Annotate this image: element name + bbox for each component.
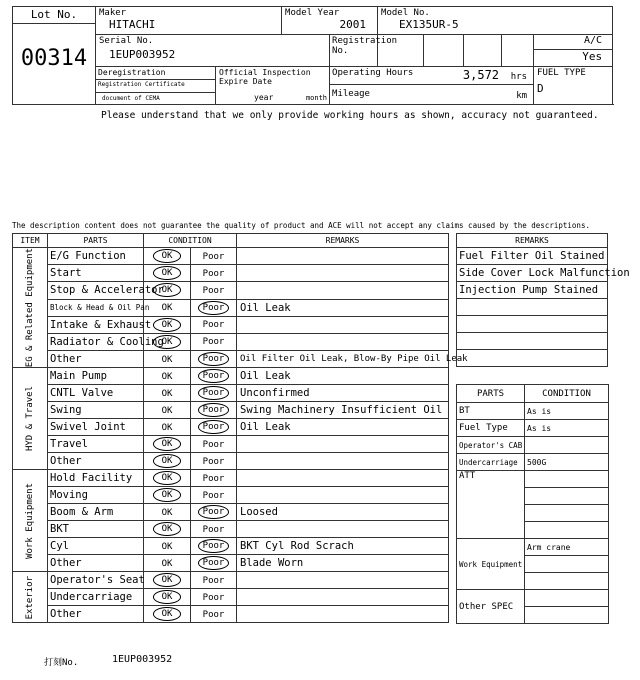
remark-text: [237, 470, 449, 487]
ok-mark-circled: OK: [153, 522, 182, 536]
reg-box-4: [502, 35, 534, 67]
group-label: [13, 368, 48, 470]
ok-cell: [144, 419, 191, 436]
att-value-1: [525, 471, 609, 488]
remark-text: Unconfirmed: [237, 385, 449, 402]
group-label: [13, 572, 48, 623]
part-name: Stop & Accelerator: [48, 282, 144, 299]
parts-header: PARTS: [48, 234, 144, 248]
work-value-2: [525, 556, 609, 573]
right-remark-text: Fuel Filter Oil Stained: [457, 248, 608, 265]
ok-mark: OK: [161, 422, 173, 433]
remark-text: [237, 282, 449, 299]
part-name: Main Pump: [48, 368, 144, 385]
model-year-label: Model Year: [285, 8, 340, 18]
ac-cell: [534, 35, 613, 67]
undercarriage-value: 500G: [525, 454, 609, 471]
ok-mark-circled: OK: [153, 573, 182, 587]
poor-mark: Poor: [202, 285, 225, 296]
stamp-label: 打刻No.: [44, 658, 79, 668]
lot-label: Lot No.: [13, 7, 95, 24]
table-row: [13, 572, 449, 589]
poor-mark-circled: Poor: [198, 301, 230, 315]
remark-text: [237, 521, 449, 538]
remark-text: Loosed: [237, 504, 449, 521]
spec-value-2: [525, 607, 609, 624]
table-row: [13, 265, 449, 282]
right-remark-row: [457, 333, 608, 350]
table-row: [13, 248, 449, 265]
model-year-value: 2001: [339, 18, 367, 31]
ok-mark: OK: [161, 303, 173, 314]
maker-label: Maker: [99, 8, 127, 18]
poor-mark-circled: Poor: [198, 420, 230, 434]
ok-mark: OK: [161, 405, 173, 416]
right-parts-table: [456, 384, 609, 624]
poor-cell: [191, 521, 237, 538]
right-remark-row: [457, 350, 608, 367]
inspection-cell: [216, 67, 330, 105]
remark-text: [237, 265, 449, 282]
dereg-cell: [96, 67, 216, 105]
ok-mark-circled: OK: [153, 249, 182, 263]
ok-cell: [144, 453, 191, 470]
remark-text: Swing Machinery Insufficient Oil: [237, 402, 449, 419]
part-name: Start: [48, 265, 144, 282]
poor-mark: Poor: [202, 473, 225, 484]
month-unit: month: [305, 94, 328, 102]
part-name: Other: [48, 555, 144, 572]
fuel-value: D: [537, 82, 544, 95]
bt-value: As is: [525, 403, 609, 420]
ok-cell: [144, 436, 191, 453]
ok-mark-circled: OK: [153, 335, 182, 349]
table-row: [13, 589, 449, 606]
fuel-cell: [534, 67, 613, 105]
group-name: EG & Related Equipment: [25, 248, 35, 368]
right-remark-text: [457, 299, 608, 316]
part-name: Hold Facility: [48, 470, 144, 487]
remark-text: [237, 572, 449, 589]
part-name: Moving: [48, 487, 144, 504]
ok-mark: OK: [161, 507, 173, 518]
table-row: [13, 316, 449, 333]
poor-mark-circled: Poor: [198, 352, 230, 366]
group-label: [13, 470, 48, 572]
att-value-2: [525, 488, 609, 505]
reg-cert-label: Registration Certificate: [96, 80, 215, 93]
att-value-3: [525, 505, 609, 522]
ok-cell: [144, 299, 191, 316]
ok-mark-circled: OK: [153, 318, 182, 332]
ok-cell: [144, 385, 191, 402]
poor-cell: [191, 265, 237, 282]
hours-unit: hrs: [510, 72, 528, 82]
poor-mark-circled: Poor: [198, 505, 230, 519]
poor-cell: [191, 299, 237, 316]
poor-cell: [191, 572, 237, 589]
model-no-value: EX135UR-5: [399, 18, 459, 31]
table-row: [13, 538, 449, 555]
ok-mark-circled: OK: [153, 488, 182, 502]
ok-cell: [144, 265, 191, 282]
table-row: [13, 333, 449, 350]
ok-mark-circled: OK: [153, 437, 182, 451]
right-remark-text: [457, 333, 608, 350]
model-year-cell: [282, 7, 378, 35]
remarks-header: REMARKS: [237, 234, 449, 248]
serial-cell: [96, 35, 330, 67]
poor-mark: Poor: [202, 337, 225, 348]
right-parts-wrap: [456, 384, 609, 624]
right-parts-header: PARTS: [457, 385, 525, 403]
group-name: Exterior: [25, 575, 35, 619]
table-row: [13, 385, 449, 402]
remark-text: BKT Cyl Rod Scrach: [237, 538, 449, 555]
item-header: ITEM: [13, 234, 48, 248]
poor-mark: Poor: [202, 575, 225, 586]
disclaimer: The description content does not guarantee the quality of product and ACE will not accept any claims caused by the descriptions.: [12, 221, 590, 230]
part-name: Other: [48, 606, 144, 623]
cab-value: [525, 437, 609, 454]
poor-cell: [191, 487, 237, 504]
poor-cell: [191, 351, 237, 368]
poor-cell: [191, 368, 237, 385]
remark-text: [237, 589, 449, 606]
poor-mark: Poor: [202, 251, 225, 262]
work-equipment-label: Work Equipment: [457, 539, 525, 590]
poor-mark: Poor: [202, 609, 225, 620]
ok-cell: [144, 368, 191, 385]
fuel-label: FUEL TYPE: [537, 68, 586, 78]
remark-text: [237, 248, 449, 265]
ok-cell: [144, 555, 191, 572]
poor-cell: [191, 248, 237, 265]
ok-cell: [144, 351, 191, 368]
remark-text: [237, 316, 449, 333]
remark-text: [237, 487, 449, 504]
poor-cell: [191, 282, 237, 299]
right-remark-text: [457, 316, 608, 333]
poor-cell: [191, 385, 237, 402]
table-row: [13, 606, 449, 623]
poor-mark-circled: Poor: [198, 556, 230, 570]
table-row: [13, 521, 449, 538]
poor-mark: Poor: [202, 456, 225, 467]
part-name: CNTL Valve: [48, 385, 144, 402]
remark-text: [237, 333, 449, 350]
poor-mark: Poor: [202, 320, 225, 331]
ok-mark: OK: [161, 541, 173, 552]
ok-mark-circled: OK: [153, 607, 182, 621]
poor-cell: [191, 402, 237, 419]
cab-label: Operator's CAB: [457, 437, 525, 454]
serial-label: Serial No.: [99, 36, 154, 46]
att-value-4: [525, 522, 609, 539]
poor-cell: [191, 606, 237, 623]
model-no-cell: [378, 7, 613, 35]
right-remark-row: [457, 299, 608, 316]
part-name: Block & Head & Oil Pan: [48, 299, 144, 316]
poor-cell: [191, 436, 237, 453]
poor-cell: [191, 453, 237, 470]
part-name: Swivel Joint: [48, 419, 144, 436]
undercarriage-label: Undercarriage: [457, 454, 525, 471]
reg-box-3: [464, 35, 502, 67]
poor-mark-circled: Poor: [198, 403, 230, 417]
right-remarks-wrap: [456, 233, 630, 367]
poor-cell: [191, 504, 237, 521]
serial-value: 1EUP003952: [109, 48, 176, 61]
table-row: [13, 470, 449, 487]
att-label: ATT: [457, 471, 525, 539]
spec-value-1: [525, 590, 609, 607]
poor-mark-circled: Poor: [198, 369, 230, 383]
maker-cell: [96, 7, 282, 35]
lot-number: 00314: [20, 46, 88, 71]
poor-mark-circled: Poor: [198, 386, 230, 400]
ok-mark-circled: OK: [153, 471, 182, 485]
poor-cell: [191, 419, 237, 436]
remark-text: Oil Filter Oil Leak, Blow-By Pipe Oil Leak: [237, 351, 449, 368]
ac-label: A/C: [534, 35, 612, 50]
ok-cell: [144, 538, 191, 555]
work-value-3: [525, 573, 609, 590]
ok-cell: [144, 589, 191, 606]
condition-header: CONDITION: [144, 234, 237, 248]
ok-mark-circled: OK: [153, 266, 182, 280]
remark-text: [237, 606, 449, 623]
remark-text: Oil Leak: [237, 368, 449, 385]
table-row: [13, 453, 449, 470]
poor-cell: [191, 470, 237, 487]
ok-mark: OK: [161, 388, 173, 399]
table-row: [13, 351, 449, 368]
poor-mark: Poor: [202, 524, 225, 535]
table-row: [13, 436, 449, 453]
group-label: [13, 248, 48, 368]
part-name: E/G Function: [48, 248, 144, 265]
right-remark-row: [457, 316, 608, 333]
dereg-label: Deregistration: [96, 67, 215, 80]
header-block: [12, 6, 613, 105]
group-name: Work Equipment: [25, 482, 35, 559]
part-name: Travel: [48, 436, 144, 453]
ok-cell: [144, 248, 191, 265]
ok-mark: OK: [161, 354, 173, 365]
right-condition-header: CONDITION: [525, 385, 609, 403]
right-remarks-header: REMARKS: [457, 234, 608, 248]
lot-cell: [13, 7, 96, 105]
remark-text: Oil Leak: [237, 419, 449, 436]
bt-label: BT: [457, 403, 525, 420]
stamp-value: 1EUP003952: [112, 654, 173, 665]
reg-box-2: [424, 35, 464, 67]
work-equipment-value: Arm crane: [525, 539, 609, 556]
table-row: [13, 368, 449, 385]
part-name: Other: [48, 453, 144, 470]
right-remarks-table: [456, 233, 630, 367]
poor-mark: Poor: [202, 268, 225, 279]
table-row: [13, 282, 449, 299]
part-name: Operator's Seat: [48, 572, 144, 589]
ok-mark-circled: OK: [153, 590, 182, 604]
right-remark-row: [457, 248, 608, 265]
ok-cell: [144, 572, 191, 589]
registration-label: Registration No.: [332, 36, 398, 56]
table-row: [13, 555, 449, 572]
model-no-label: Model No.: [381, 8, 430, 18]
fuel-type-label: Fuel Type: [457, 420, 525, 437]
right-remark-row: [457, 265, 608, 282]
table-row: [13, 504, 449, 521]
year-unit: year: [254, 93, 274, 102]
ok-cell: [144, 504, 191, 521]
group-name: HYD & Travel: [25, 386, 35, 452]
remark-text: Blade Worn: [237, 555, 449, 572]
ok-cell: [144, 470, 191, 487]
fuel-type-value: As is: [525, 420, 609, 437]
mileage-label: Mileage: [332, 89, 370, 99]
remark-text: [237, 436, 449, 453]
cema-label: document of CEMA: [102, 95, 160, 102]
poor-cell: [191, 316, 237, 333]
part-name: BKT: [48, 521, 144, 538]
table-row: [13, 419, 449, 436]
ok-mark-circled: OK: [153, 454, 182, 468]
remark-text: [237, 453, 449, 470]
poor-mark: Poor: [202, 592, 225, 603]
ok-cell: [144, 521, 191, 538]
other-spec-label: Other SPEC: [457, 590, 525, 624]
right-remark-text: [457, 350, 608, 367]
hours-cell: [330, 67, 534, 105]
hours-value: 3,572: [462, 68, 500, 82]
table-row: [13, 487, 449, 504]
ok-mark: OK: [161, 371, 173, 382]
ok-cell: [144, 402, 191, 419]
hours-label: Operating Hours: [332, 68, 414, 78]
poor-cell: [191, 333, 237, 350]
table-row: [13, 299, 449, 316]
part-name: Intake & Exhaust: [48, 316, 144, 333]
poor-mark: Poor: [202, 439, 225, 450]
ac-value: Yes: [582, 50, 603, 63]
poor-cell: [191, 538, 237, 555]
poor-mark: Poor: [202, 490, 225, 501]
poor-mark-circled: Poor: [198, 539, 230, 553]
maker-value: HITACHI: [109, 18, 156, 31]
right-remark-text: Injection Pump Stained: [457, 282, 608, 299]
part-name: Undercarriage: [48, 589, 144, 606]
table-row: [13, 402, 449, 419]
ok-cell: [144, 487, 191, 504]
part-name: Swing: [48, 402, 144, 419]
part-name: Cyl: [48, 538, 144, 555]
hours-note: Please understand that we only provide working hours as shown, accuracy not guaranteed.: [101, 110, 599, 121]
part-name: Boom & Arm: [48, 504, 144, 521]
poor-cell: [191, 589, 237, 606]
registration-cell: [330, 35, 398, 67]
ok-cell: [144, 606, 191, 623]
right-remark-row: [457, 282, 608, 299]
ok-mark: OK: [161, 558, 173, 569]
poor-cell: [191, 555, 237, 572]
right-remark-text: Side Cover Lock Malfunction: [457, 265, 608, 282]
part-name: Other: [48, 351, 144, 368]
inspection-label: Official Inspection Expire Date: [219, 68, 311, 86]
remark-text: Oil Leak: [237, 299, 449, 316]
mileage-unit: km: [516, 91, 528, 101]
ok-mark-circled: OK: [153, 283, 182, 297]
part-name: Radiator & Cooling: [48, 333, 144, 350]
